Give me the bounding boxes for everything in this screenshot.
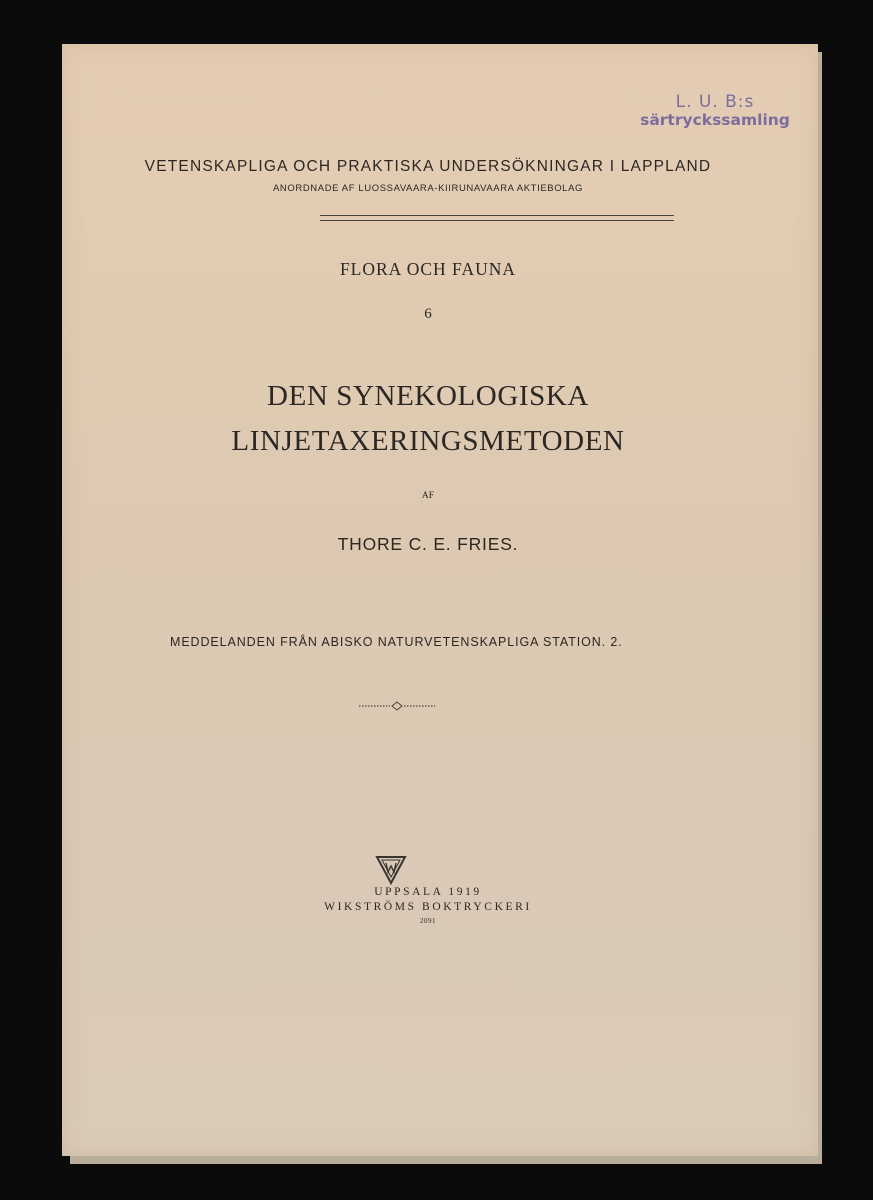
- title-line-2: LINJETAXERINGSMETODEN: [231, 425, 625, 457]
- series-header: [62, 158, 734, 194]
- title-page: [62, 44, 818, 1156]
- publication-line: MEDDELANDEN FRÅN ABISKO NATURVETENSKAPLIGA STATION. 2.: [170, 635, 623, 649]
- section-number: 6: [424, 306, 432, 322]
- imprint-job-number: 2091: [420, 917, 436, 925]
- stamp-line-2: särtryckssamling: [640, 110, 790, 129]
- by-label: AF: [421, 491, 435, 501]
- stamp-line-1: L. U. B:s: [675, 92, 755, 112]
- series-subtitle: ANORDNADE AF LUOSSAVAARA-KIIRUNAVAARA AKTIEBOLAG: [272, 183, 583, 194]
- series-title: VETENSKAPLIGA OCH PRAKTISKA UNDERSÖKNINGAR I LAPPLAND: [144, 158, 712, 175]
- imprint: [62, 886, 734, 925]
- section-name: FLORA OCH FAUNA: [339, 259, 517, 279]
- title-line-1: DEN SYNEKOLOGISKA: [267, 380, 589, 412]
- ornament-divider-icon: [357, 699, 437, 713]
- imprint-printer: WIKSTRÖMS BOKTRYCKERI: [324, 901, 532, 913]
- main-title: [62, 374, 734, 464]
- double-rule-divider: [320, 215, 674, 221]
- author-name: THORE C. E. FRIES.: [337, 534, 519, 554]
- library-stamp: [630, 94, 800, 128]
- imprint-place-year: UPPSALA 1919: [374, 886, 482, 898]
- printer-mark-icon: [375, 854, 407, 886]
